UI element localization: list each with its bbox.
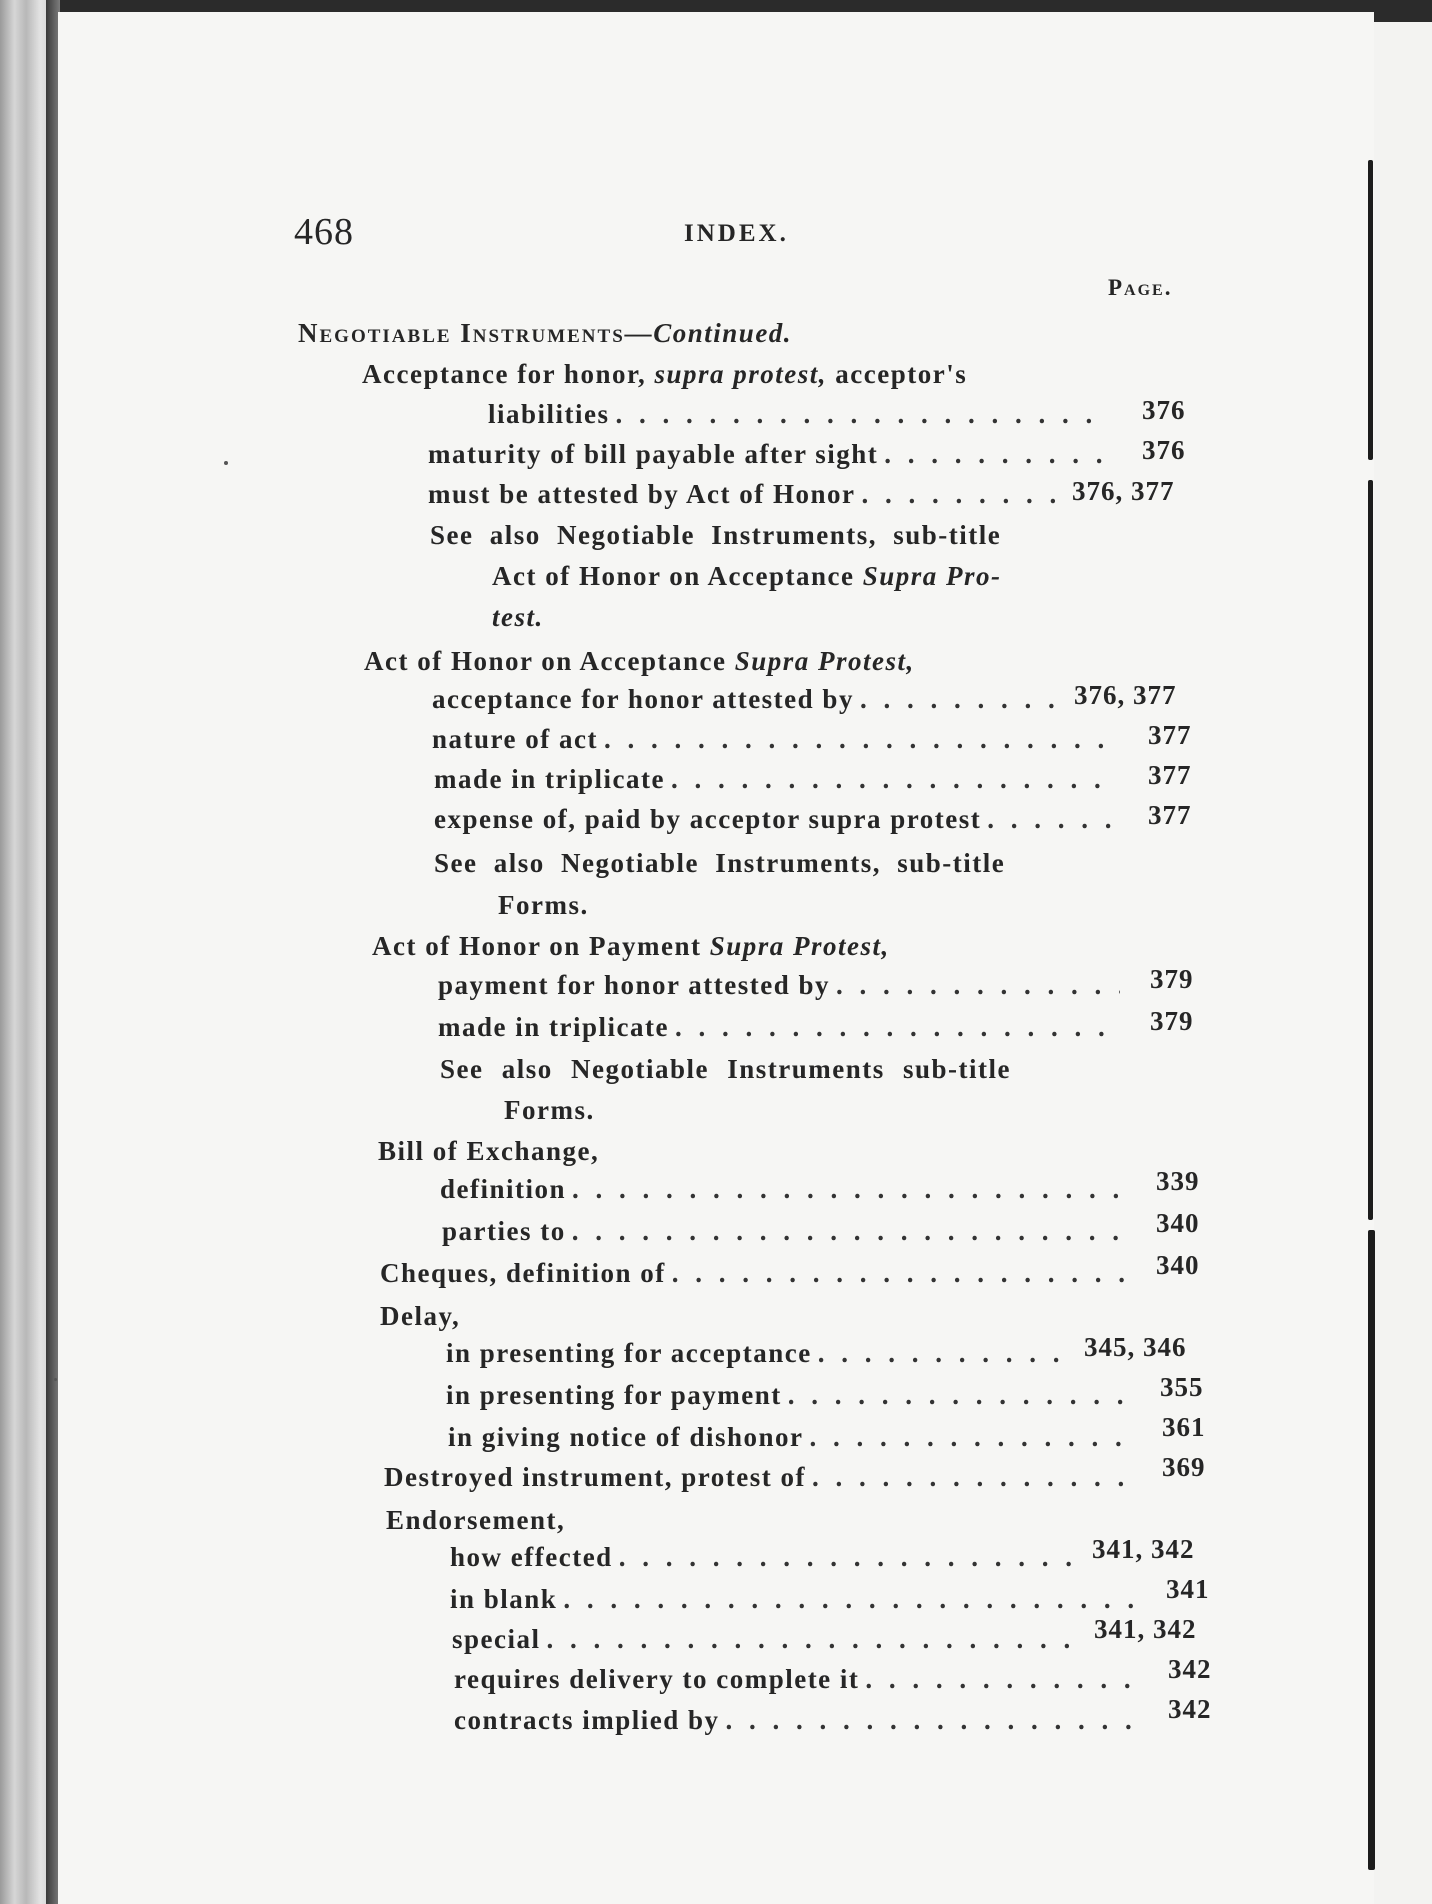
dot-leader — [547, 1622, 1087, 1656]
entry-text: payment for honor attested by — [438, 970, 830, 1000]
subentry-presenting-payment — [446, 1378, 1136, 1412]
dot-leader — [987, 802, 1118, 836]
subentry-triplicate — [434, 762, 1124, 796]
dot-leader — [572, 1172, 1124, 1206]
entry-bill-of-exchange: Bill of Exchange, — [378, 1136, 600, 1166]
paper-speck — [54, 1378, 57, 1381]
entry-italic: test. — [492, 602, 544, 632]
dot-leader — [671, 762, 1118, 796]
entry-text: Acceptance for honor, — [362, 359, 655, 389]
subentry-liabilities — [488, 397, 1116, 431]
entry-italic: Supra Protest, — [709, 931, 890, 961]
page-ref: 345, 346 — [1084, 1332, 1187, 1362]
entry-text: contracts implied by — [454, 1705, 720, 1735]
dot-leader — [812, 1460, 1134, 1494]
heading-continued: —Continued. — [624, 318, 793, 348]
entry-act-of-honor-payment — [372, 929, 890, 963]
page-ref: 376 — [1142, 435, 1186, 465]
dot-leader — [788, 1378, 1130, 1412]
facing-page-rule-upper — [1368, 160, 1373, 460]
subentry-notice-dishonor — [448, 1420, 1138, 1454]
page-ref: 342 — [1168, 1654, 1212, 1684]
paper-speck — [224, 461, 228, 465]
page-ref: 377 — [1148, 720, 1192, 750]
dot-leader — [836, 968, 1120, 1002]
entry-italic: Supra Pro- — [862, 561, 1002, 591]
facing-page-rule-middle — [1368, 480, 1373, 1220]
subentry-requires-delivery — [454, 1662, 1142, 1696]
subentry-in-blank — [450, 1582, 1140, 1616]
see-also: See also Negotiable Instruments, sub-title — [430, 520, 1002, 550]
page-ref: 379 — [1150, 1006, 1194, 1036]
entry-italic: Supra Protest, — [734, 646, 915, 676]
index-heading — [298, 316, 792, 350]
entry-text: liabilities — [488, 399, 610, 429]
entry-text: in blank — [450, 1584, 558, 1614]
subentry-definition — [440, 1172, 1130, 1206]
dot-leader — [818, 1336, 1074, 1370]
page-ref: 340 — [1156, 1208, 1200, 1238]
entry-text: acceptor's — [827, 359, 968, 389]
entry-text: how effected — [450, 1542, 613, 1572]
subentry-special — [452, 1622, 1092, 1656]
heading-title: Negotiable Instruments — [298, 318, 625, 348]
page-number: 468 — [294, 211, 354, 253]
page-ref: 341, 342 — [1092, 1534, 1195, 1564]
dot-leader — [616, 397, 1110, 431]
page-ref: 339 — [1156, 1166, 1200, 1196]
page-ref: 377 — [1148, 800, 1192, 830]
entry-delay: Delay, — [380, 1301, 461, 1331]
page-ref: 369 — [1162, 1452, 1206, 1482]
entry-text: special — [452, 1624, 541, 1654]
entry-text: Act of Honor on Acceptance — [364, 646, 735, 676]
dot-leader — [865, 1662, 1136, 1696]
page-ref: 341 — [1166, 1574, 1210, 1604]
page-ref: 342 — [1168, 1694, 1212, 1724]
page-ref: 379 — [1150, 964, 1194, 994]
page-ref: 377 — [1148, 760, 1192, 790]
entry-text: in presenting for acceptance — [446, 1338, 812, 1368]
see-also-cont: Forms. — [504, 1095, 595, 1125]
subentry-nature — [432, 722, 1122, 756]
subentry-attested — [428, 477, 1068, 511]
subentry-how-effected — [450, 1540, 1090, 1574]
entry-text: expense of, paid by acceptor supra protest — [434, 804, 982, 834]
see-also-cont — [492, 600, 544, 634]
dot-leader — [619, 1540, 1084, 1574]
entry-text: made in triplicate — [434, 764, 665, 794]
subentry-payment-attested — [438, 968, 1126, 1002]
subentry-expense — [434, 802, 1124, 836]
entry-italic: supra protest, — [654, 359, 828, 389]
see-also-cont — [492, 559, 1001, 593]
see-also: See also Negotiable Instruments, sub-title — [434, 848, 1006, 878]
entry-text: Destroyed instrument, protest of — [384, 1462, 806, 1492]
dot-leader — [563, 1582, 1134, 1616]
see-also: See also Negotiable Instruments sub-title — [440, 1054, 1011, 1084]
dot-leader — [604, 722, 1116, 756]
page-ref: 361 — [1162, 1412, 1206, 1442]
dot-leader — [675, 1010, 1120, 1044]
page-ref: 355 — [1160, 1372, 1204, 1402]
entry-text: nature of act — [432, 724, 598, 754]
page-ref: 376, 377 — [1072, 476, 1175, 506]
dot-leader — [860, 682, 1066, 716]
page-ref: 376, 377 — [1074, 680, 1177, 710]
subentry-triplicate — [438, 1010, 1126, 1044]
entry-text: Act of Honor on Payment — [372, 931, 710, 961]
entry-acceptance-for-honor — [362, 357, 967, 391]
entry-text: made in triplicate — [438, 1012, 669, 1042]
dot-leader — [884, 437, 1110, 471]
see-also-cont: Forms. — [498, 890, 589, 920]
dot-leader — [810, 1420, 1132, 1454]
entry-text: acceptance for honor attested by — [432, 684, 854, 714]
facing-page-rule-lower — [1368, 1230, 1375, 1870]
entry-destroyed-instrument — [384, 1460, 1140, 1494]
entry-text: in presenting for payment — [446, 1380, 782, 1410]
page-ref: 340 — [1156, 1250, 1200, 1280]
facing-page-edge — [1374, 22, 1432, 1904]
subentry-contracts-implied — [454, 1703, 1142, 1737]
subentry-attested-by — [432, 682, 1072, 716]
entry-endorsement: Endorsement, — [386, 1505, 566, 1535]
entry-text: must be attested by Act of Honor — [428, 479, 856, 509]
entry-text: Cheques, definition of — [380, 1258, 666, 1288]
entry-act-of-honor-acceptance — [364, 644, 915, 678]
dot-leader — [672, 1256, 1126, 1290]
running-head: INDEX. — [684, 220, 789, 247]
entry-text: maturity of bill payable after sight — [428, 439, 879, 469]
entry-cheques — [380, 1256, 1132, 1290]
page-ref: 341, 342 — [1094, 1614, 1197, 1644]
page-ref: 376 — [1142, 395, 1186, 425]
entry-text: requires delivery to complete it — [454, 1664, 860, 1694]
entry-text: parties to — [442, 1216, 566, 1246]
dot-leader — [861, 477, 1062, 511]
entry-text: Act of Honor on Acceptance — [492, 561, 863, 591]
subentry-presenting-acceptance — [446, 1336, 1080, 1370]
dot-leader — [572, 1214, 1126, 1248]
subentry-parties — [442, 1214, 1132, 1248]
entry-text: definition — [440, 1174, 567, 1204]
subentry-maturity — [428, 437, 1116, 471]
page-column-label: Page. — [1108, 275, 1173, 300]
entry-text: in giving notice of dishonor — [448, 1422, 804, 1452]
dot-leader — [726, 1703, 1137, 1737]
